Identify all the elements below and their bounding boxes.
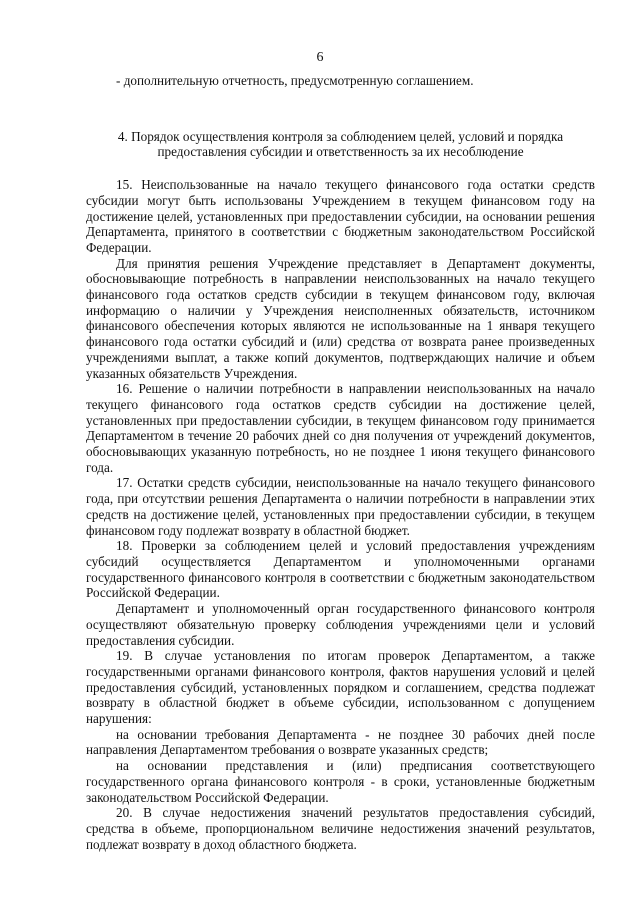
- paragraph-16: 16. Решение о наличии потребности в направлении неиспользованных на начало текущего финансового года остатков средств субсидии на достижение целей, установленных при предоставлении субсидии, в текущем финансовом году принимается Департаментом в течение 20 рабочих дней со дня получения от учреждений документов, обосновывающих указанную потребность, но не позднее 1 июня текущего финансового года.: [86, 381, 595, 475]
- paragraph-19-item-2: на основании представления и (или) предписания соответствующего государственного органа финансового контроля - в сроки, установленные бюджетным законодательством Российской Федерации.: [86, 758, 595, 805]
- document-body: [86, 73, 595, 852]
- paragraph-18-continued: Департамент и уполномоченный орган государственного финансового контроля осуществляют обязательную проверку соблюдения учреждениями цели и условий предоставления субсидии.: [86, 601, 595, 648]
- paragraph-17: 17. Остатки средств субсидии, неиспользованные на начало текущего финансового года, при отсутствии решения Департамента о наличии потребности в направлении этих средств на достижение целей, установленных при предоставлении субсидии, в текущем финансовом году подлежат возврату в областной бюджет.: [86, 475, 595, 538]
- paragraph-15: 15. Неиспользованные на начало текущего финансового года остатки средств субсидии могут быть использованы Учреждением в текущем финансовом году на достижение целей, установленных при предоставлении субсидии, на основании решения Департамента, принятого в соответствии с бюджетным законодательством Российской Федерации.: [86, 177, 595, 255]
- paragraph-15-continued: Для принятия решения Учреждение представляет в Департамент документы, обосновывающие потребность в направлении неиспользованных на начало текущего финансового года остатков средств субсидии в текущем финансовом году, включая информацию о наличии у Учреждения неисполненных обязательств, источником финансового обеспечения которых являются не использованные на 1 января текущего финансового года остатки субсидий и (или) средства от возврата ранее произведенных учреждениями выплат, а также копий документов, подтверждающих наличие и объем указанных обязательств Учреждения.: [86, 255, 595, 381]
- paragraph-19: 19. В случае установления по итогам проверок Департаментом, а также государственными органами финансового контроля, фактов нарушения условий и целей предоставления субсидий, установленных порядком и соглашением, средства подлежат возврату в областной бюджет в объеме субсидии, использованном с допущением нарушения:: [86, 648, 595, 727]
- paragraph-19-item-1: на основании требования Департамента - не позднее 30 рабочих дней после направления Департаментом требования о возврате указанных средств;: [86, 726, 595, 758]
- page-number: 6: [316, 50, 324, 65]
- intro-line: - дополнительную отчетность, предусмотренную соглашением.: [116, 73, 474, 88]
- section-heading: 4. Порядок осуществления контроля за соблюдением целей, условий и порядка предоставления субсидии и ответственность за их несоблюдение: [117, 128, 564, 160]
- paragraph-18: 18. Проверки за соблюдением целей и условий предоставления учреждениям субсидий осуществляется Департаментом и уполномоченными органами государственного финансового контроля в соответствии с бюджетным законодательством Российской Федерации.: [86, 538, 595, 601]
- paragraph-20: 20. В случае недостижения значений результатов предоставления субсидий, средства в объеме, пропорциональном величине недостижения значений результатов, подлежат возврату в доход областного бюджета.: [86, 805, 595, 852]
